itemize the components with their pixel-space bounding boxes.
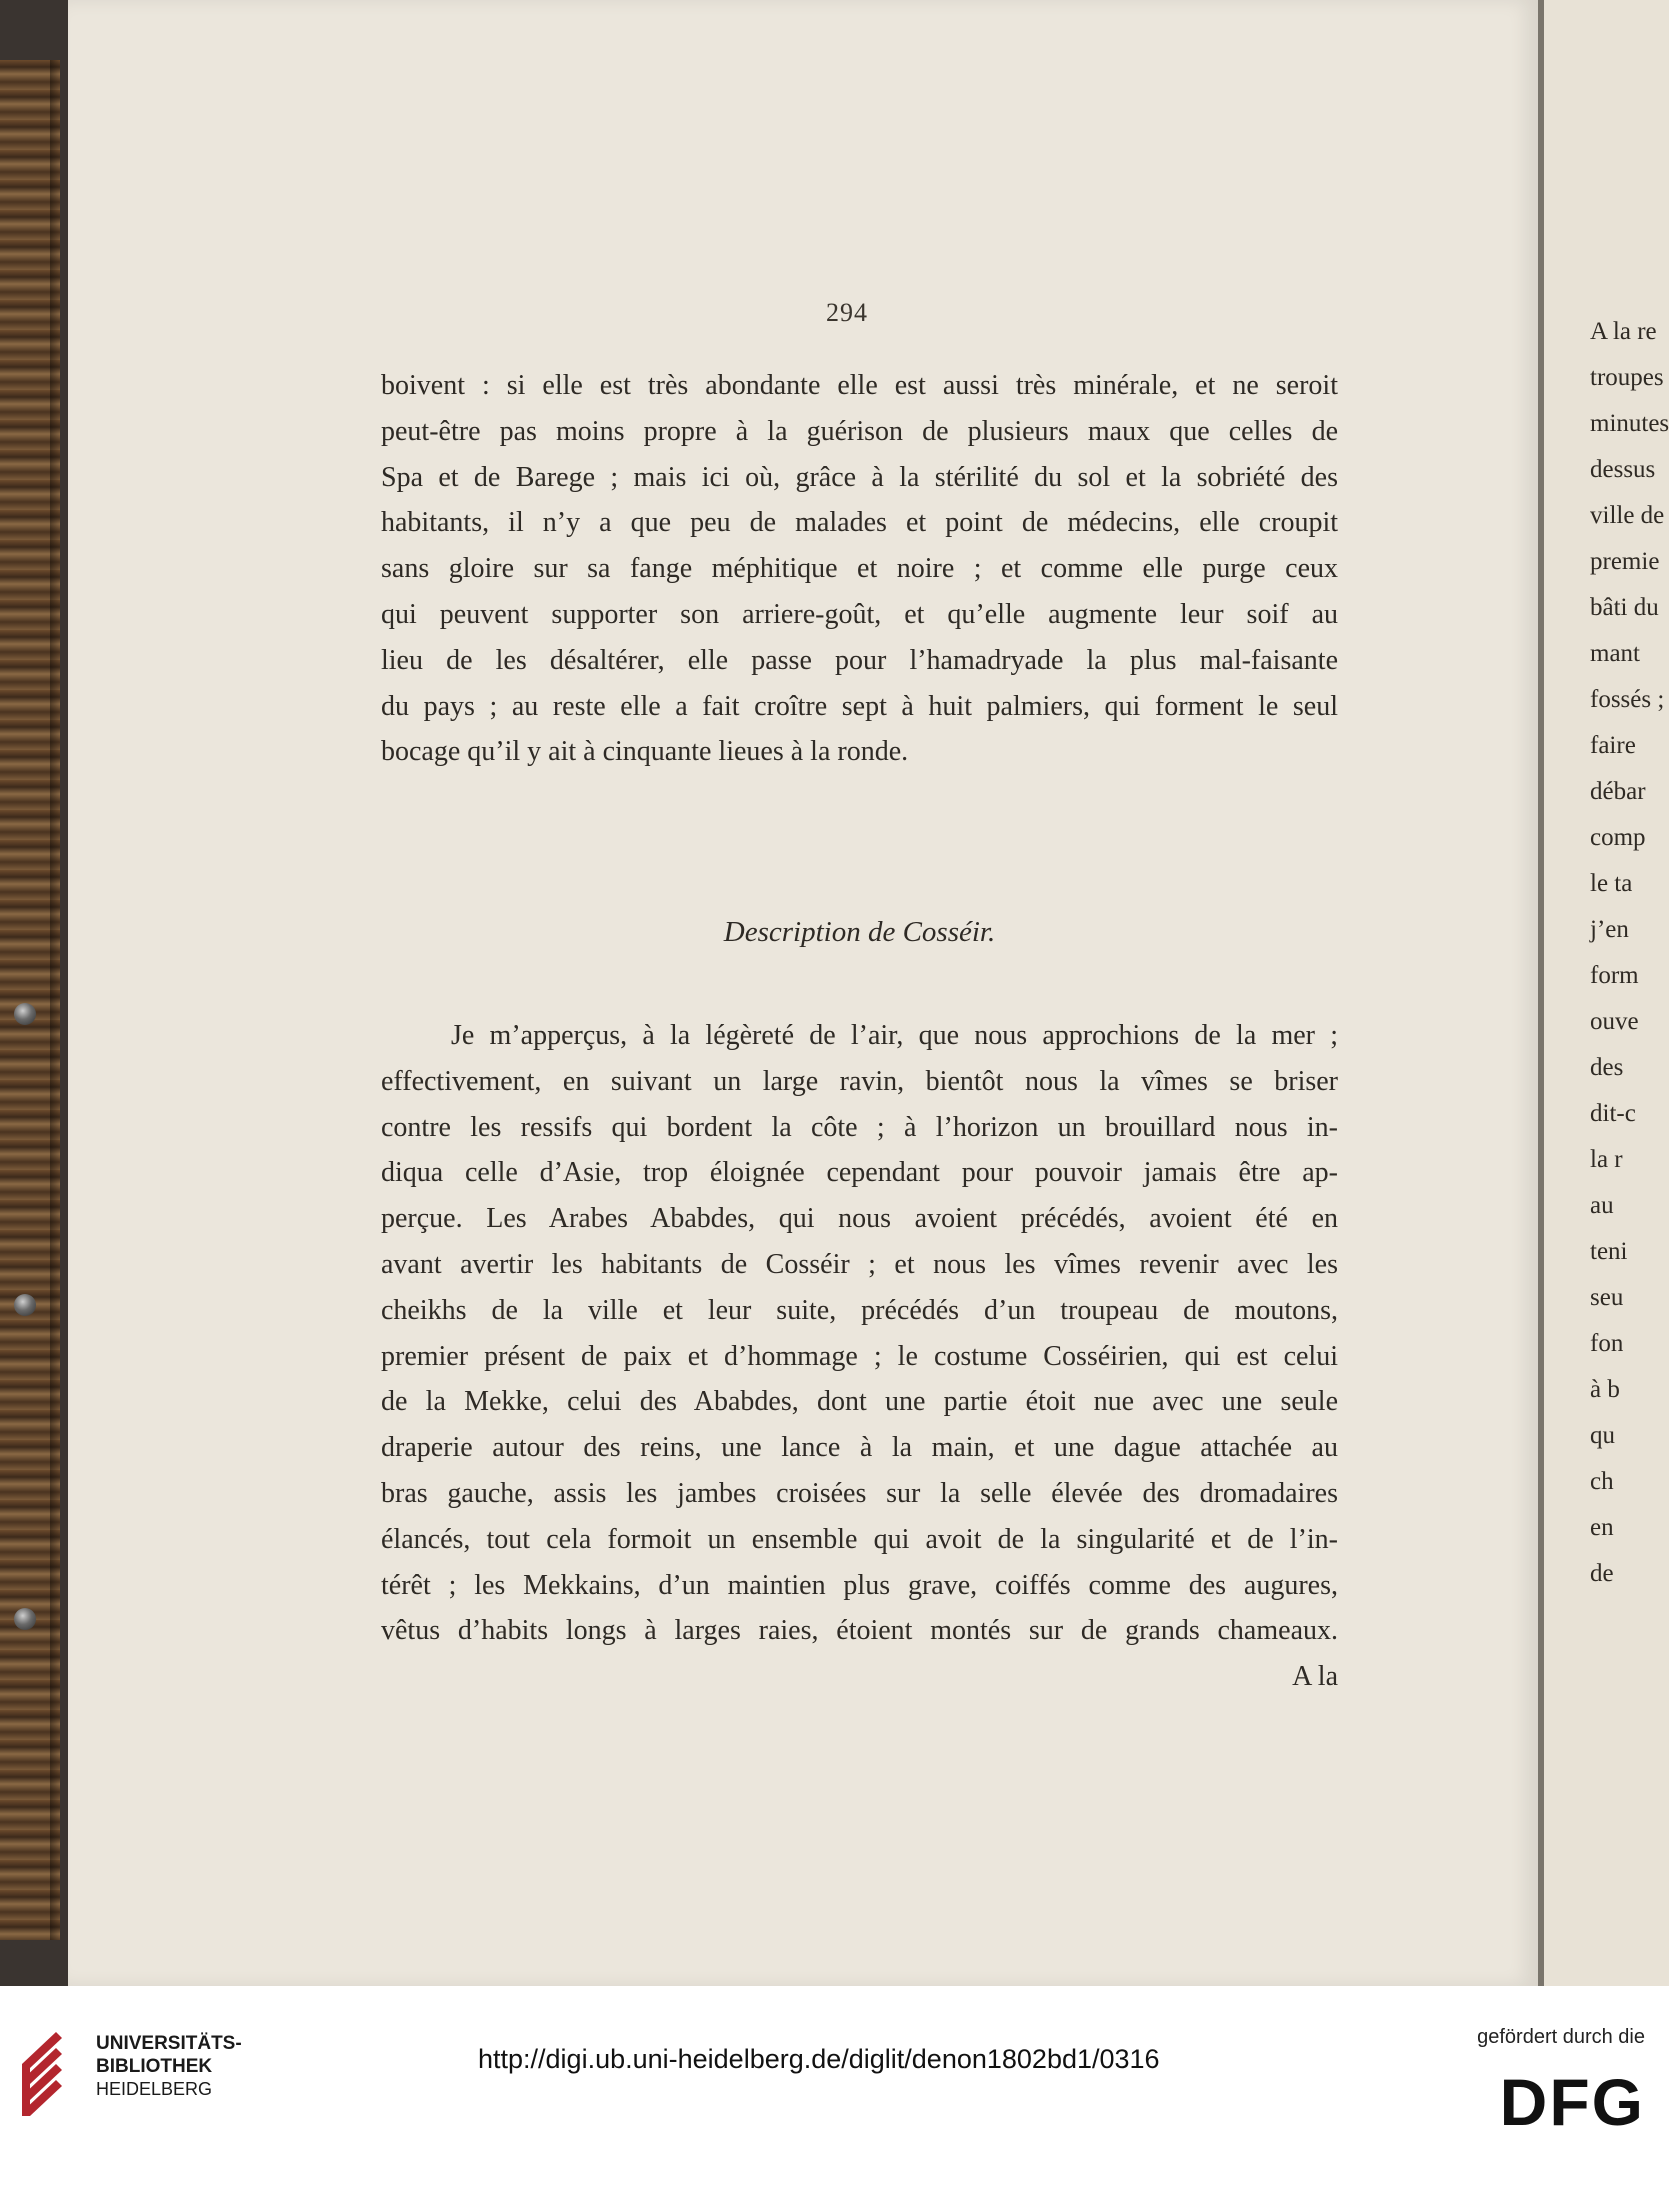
facing-page-word: mant <box>1590 640 1640 667</box>
facing-page-word: troupes <box>1590 364 1664 391</box>
facing-page-word: ouve <box>1590 1008 1639 1035</box>
paragraph-2 <box>381 1013 1338 1700</box>
facing-page-word: teni <box>1590 1238 1628 1265</box>
facing-page-word: dessus <box>1590 456 1656 483</box>
text-line: vêtus d’habits longs à larges raies, étoient montés sur de grands chameaux. <box>381 1615 1338 1647</box>
text-line: cheikhs de la ville et leur suite, précédés d’un troupeau de moutons, <box>381 1294 1338 1326</box>
facing-page-word: ville de <box>1590 502 1665 529</box>
facing-page-word: comp <box>1590 824 1646 851</box>
facing-page-word: minutes <box>1590 410 1669 437</box>
text-line: Je m’apperçus, à la légèreté de l’air, que nous approchions de la mer ; <box>451 1020 1338 1051</box>
institution-name <box>96 2032 242 2101</box>
text-line: bras gauche, assis les jambes croisées sur la selle élevée des dromadaires <box>381 1477 1338 1509</box>
binding-pin-icon <box>14 1003 36 1025</box>
institution-line: BIBLIOTHEK <box>96 2056 213 2077</box>
footer-bar <box>0 1986 1669 2187</box>
facing-page-word: dit-c <box>1590 1100 1636 1127</box>
section-title: Description de Cosséir. <box>723 916 996 948</box>
facing-page-word: A la re <box>1590 318 1657 345</box>
facing-page-word: ch <box>1590 1468 1614 1495</box>
text-line: avant avertir les habitants de Cosséir ; et nous les vîmes revenir avec les <box>381 1248 1338 1280</box>
text-line: bocage qu’il y ait à cinquante lieues à la ronde. <box>381 736 909 768</box>
text-line: du pays ; au reste elle a fait croître sept à huit palmiers, qui forment le seul <box>381 690 1338 722</box>
text-line: lieu de les désaltérer, elle passe pour l’hamadryade la plus mal-faisante <box>381 644 1338 676</box>
text-line: térêt ; les Mekkains, d’un maintien plus grave, coiffés comme des augures, <box>381 1569 1338 1601</box>
facing-page-word: j’en <box>1590 916 1629 943</box>
text-line: contre les ressifs qui bordent la côte ; à l’horizon un brouillard nous in- <box>381 1111 1338 1143</box>
text-line: Spa et de Barege ; mais ici où, grâce à la stérilité du sol et la sobriété des <box>381 461 1338 493</box>
text-line: qui peuvent supporter son arriere-goût, et qu’elle augmente leur soif au <box>381 598 1338 630</box>
facing-page-word: form <box>1590 962 1639 989</box>
text-line: perçue. Les Arabes Ababdes, qui nous avoient précédés, avoient été en <box>381 1203 1338 1235</box>
facing-page-word: qu <box>1590 1422 1615 1449</box>
dfg-logo: DFG <box>1499 2065 1645 2139</box>
text-line: diqua celle d’Asie, trop éloignée cependant pour pouvoir jamais être ap- <box>381 1157 1338 1189</box>
facing-page-word: seu <box>1590 1284 1624 1311</box>
facing-page-word: de <box>1590 1560 1614 1587</box>
facing-page-word: au <box>1590 1192 1614 1219</box>
facing-page-word: le ta <box>1590 870 1633 897</box>
facing-page-word: fon <box>1590 1330 1624 1357</box>
text-line: draperie autour des reins, une lance à la main, et une dague attachée au <box>381 1432 1338 1464</box>
book-spine <box>0 60 60 1940</box>
catchword: A la <box>1292 1661 1338 1693</box>
university-library-logo-icon <box>16 2024 90 2122</box>
binding-pin-icon <box>14 1294 36 1316</box>
facing-page-word: premie <box>1590 548 1660 575</box>
facing-page-word: en <box>1590 1514 1614 1541</box>
facing-page-word: bâti du <box>1590 594 1659 621</box>
text-line: peut-être pas moins propre à la guérison de plusieurs maux que celles de <box>381 415 1338 447</box>
institution-line: HEIDELBERG <box>96 2079 213 2099</box>
facing-page-word: faire <box>1590 732 1636 759</box>
facing-page-word: fossés ; <box>1590 686 1665 713</box>
text-line: boivent : si elle est très abondante elle est aussi très minérale, et ne seroit <box>381 370 1338 401</box>
text-line: de la Mekke, celui des Ababdes, dont une partie étoit nue avec une seule <box>381 1386 1338 1418</box>
funded-by-label: gefördert durch die <box>1477 2026 1645 2048</box>
text-line: effectivement, en suivant un large ravin, bientôt nous la vîmes se briser <box>381 1065 1338 1097</box>
paragraph-1 <box>381 363 1338 775</box>
text-line: premier présent de paix et d’hommage ; le costume Cosséirien, qui est celui <box>381 1340 1338 1372</box>
page-number: 294 <box>826 298 868 327</box>
text-line: élancés, tout cela formoit un ensemble qui avoit de la singularité et de l’in- <box>381 1523 1338 1555</box>
facing-page-word: la r <box>1590 1146 1623 1173</box>
text-line: habitants, il n’y a que peu de malades et point de médecins, elle croupit <box>381 507 1338 539</box>
permalink-url[interactable]: http://digi.ub.uni-heidelberg.de/diglit/denon1802bd1/0316 <box>478 2044 1160 2074</box>
facing-page-word: débar <box>1590 778 1646 805</box>
facing-page-fragment <box>1544 0 1669 1986</box>
institution-line: UNIVERSITÄTS- <box>96 2033 242 2054</box>
facing-page-word: à b <box>1590 1376 1620 1403</box>
text-line: sans gloire sur sa fange méphitique et noire ; et comme elle purge ceux <box>381 553 1338 585</box>
facing-page-word: des <box>1590 1054 1624 1081</box>
binding-pin-icon <box>14 1608 36 1630</box>
